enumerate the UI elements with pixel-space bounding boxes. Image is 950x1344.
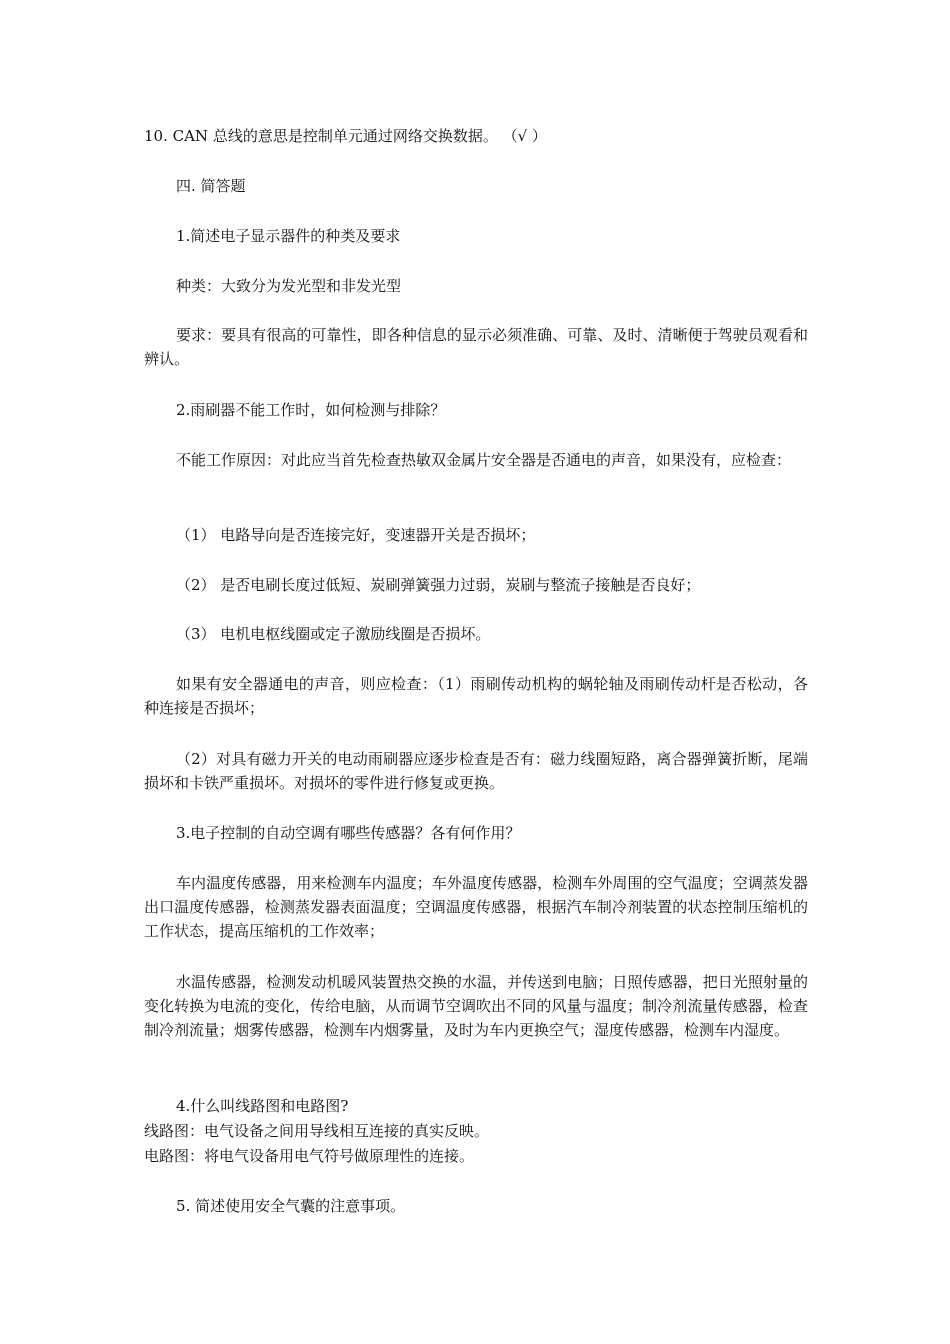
answer-2-check-2: （2）对具有磁力开关的电动雨刷器应逐步检查是否有：磁力线圈短路，离合器弹簧折断，尾端损坏和卡铁严重损坏。对损坏的零件进行修复或更换。 — [144, 750, 808, 792]
answer-2-item-3: （3） 电机电枢线圈或定子激励线圈是否损坏。 — [176, 625, 491, 643]
question-4: 4.什么叫线路图和电路图? — [176, 1097, 349, 1115]
paragraph-true-false-10: 10. CAN 总线的意思是控制单元通过网络交换数据。 （√ ） — [144, 127, 547, 145]
answer-2-item-2: （2） 是否电刷长度过低短、炭刷弹簧强力过弱，炭刷与整流子接触是否良好； — [176, 576, 701, 594]
question-5: 5. 简述使用安全气囊的注意事项。 — [176, 1197, 406, 1215]
answer-3-part-1: 车内温度传感器，用来检测车内温度；车外温度传感器，检测车外周围的空气温度；空调蒸发器出口温度传感器，检测蒸发器表面温度；空调温度传感器，根据汽车制冷剂装置的状态控制压缩机的工作状态，提高压缩机的工作效率； — [144, 874, 808, 940]
answer-4-circuit-diagram: 电路图：将电气设备用电气符号做原理性的连接。 — [144, 1147, 475, 1165]
answer-2-item-1: （1） 电路导向是否连接完好，变速器开关是否损坏； — [176, 526, 536, 544]
answer-1-types: 种类：大致分为发光型和非发光型 — [176, 277, 402, 295]
answer-3-part-2: 水温传感器，检测发动机暖风装置热交换的水温，并传送到电脑；日照传感器，把日光照射量的变化转换为电流的变化，传给电脑，从而调节空调吹出不同的风量与温度；制冷剂流量传感器，检查制冷剂流量；烟雾传感器，检测车内烟雾量，及时为车内更换空气；湿度传感器，检测车内湿度。 — [144, 973, 808, 1039]
question-2: 2.雨刷器不能工作时，如何检测与排除？ — [176, 401, 446, 419]
document-page — [144, 0, 808, 1344]
section-heading-short-answer: 四. 简答题 — [176, 177, 246, 195]
answer-2-check-1: 如果有安全器通电的声音，则应检查：（1）雨刷传动机构的蜗轮轴及雨刷传动杆是否松动，各种连接是否损坏； — [144, 675, 808, 717]
question-1: 1.简述电子显示器件的种类及要求 — [176, 227, 401, 245]
answer-1-requirements: 要求：要具有很高的可靠性，即各种信息的显示必须准确、可靠、及时、清晰便于驾驶员观看和辨认。 — [144, 326, 808, 368]
question-3: 3.电子控制的自动空调有哪些传感器？各有何作用？ — [176, 824, 521, 842]
answer-2-cause: 不能工作原因：对此应当首先检查热敏双金属片安全器是否通电的声音，如果没有，应检查： — [176, 451, 792, 469]
answer-4-wiring-diagram: 线路图：电气设备之间用导线相互连接的真实反映。 — [144, 1122, 490, 1140]
